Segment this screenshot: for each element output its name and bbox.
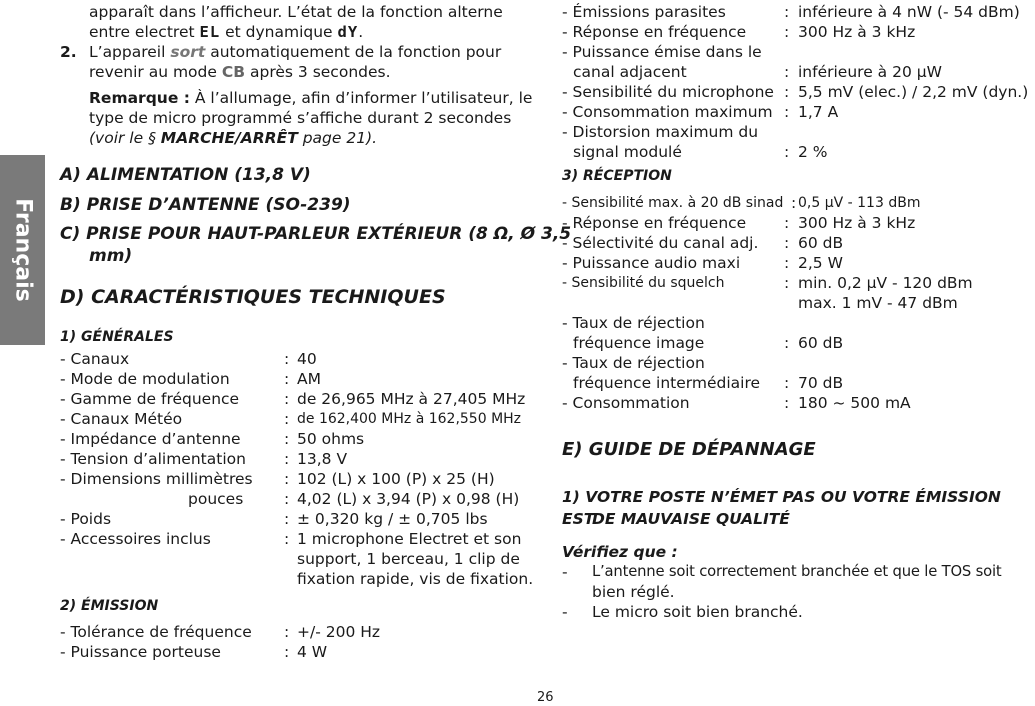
marche-arret-link[interactable]: MARCHE/ARRÊT (160, 129, 298, 147)
section-a-heading: A) ALIMENTATION (13,8 V) (60, 165, 311, 185)
cb-label: CB (221, 63, 246, 81)
verify-label: Vérifiez que : (562, 543, 678, 561)
remark-line-2: type de micro programmé s’affiche durant 2 secondes (89, 109, 512, 127)
item-2-line-1: L’appareil sort automatiquement de la fonction pour (89, 43, 502, 61)
remark-line-3: (voir le § MARCHE/ARRÊT page 21). (89, 129, 378, 147)
sort-label: sort (170, 43, 206, 61)
section-b-heading: B) PRISE D’ANTENNE (SO-239) (60, 195, 351, 215)
check-2: Le micro soit bien branché. (592, 603, 803, 621)
sub-emission-heading: 2) ÉMISSION (60, 598, 159, 614)
trouble-heading-line-1: 1) VOTRE POSTE N’ÉMET PAS OU VOTRE ÉMISSION EST (562, 488, 1001, 528)
check-1-line-1: L’antenne soit correctement branchée et que le TOS soit (592, 563, 1002, 580)
item-2-number: 2. (60, 43, 77, 61)
electret-display-icon: EL (199, 23, 221, 41)
remark-line-1: Remarque : À l’allumage, afin d’informer l’utilisateur, le (89, 89, 533, 107)
sub-general-heading: 1) GÉNÉRALES (60, 329, 174, 345)
item-2-line-2: revenir au mode CB après 3 secondes. (89, 63, 391, 81)
page-number: 26 (537, 690, 554, 705)
trouble-heading-line-2: DE MAUVAISE QUALITÉ (592, 510, 790, 528)
language-tab (0, 155, 45, 345)
language-tab-label: Français (10, 198, 35, 302)
dynamic-display-icon: dY (337, 23, 359, 41)
intro-line-1: apparaît dans l’afficheur. L’état de la fonction alterne (89, 3, 503, 21)
check-1-dash: - (562, 563, 568, 581)
accessories-cont-1: support, 1 berceau, 1 clip de (297, 550, 520, 568)
intro-line-2: entre electret EL et dynamique dY. (89, 23, 364, 41)
sub-reception-heading: 3) RÉCEPTION (562, 168, 672, 184)
section-c-heading: C) PRISE POUR HAUT-PARLEUR EXTÉRIEUR (8 Ω, Ø 3,5 (60, 224, 572, 244)
check-1-line-2: bien réglé. (592, 583, 675, 601)
section-d-heading: D) CARACTÉRISTIQUES TECHNIQUES (60, 286, 446, 308)
check-2-dash: - (562, 603, 568, 621)
section-c-heading-cont: mm) (89, 246, 133, 266)
section-e-heading: E) GUIDE DE DÉPANNAGE (562, 439, 816, 460)
accessories-cont-2: fixation rapide, vis de fixation. (297, 570, 534, 588)
